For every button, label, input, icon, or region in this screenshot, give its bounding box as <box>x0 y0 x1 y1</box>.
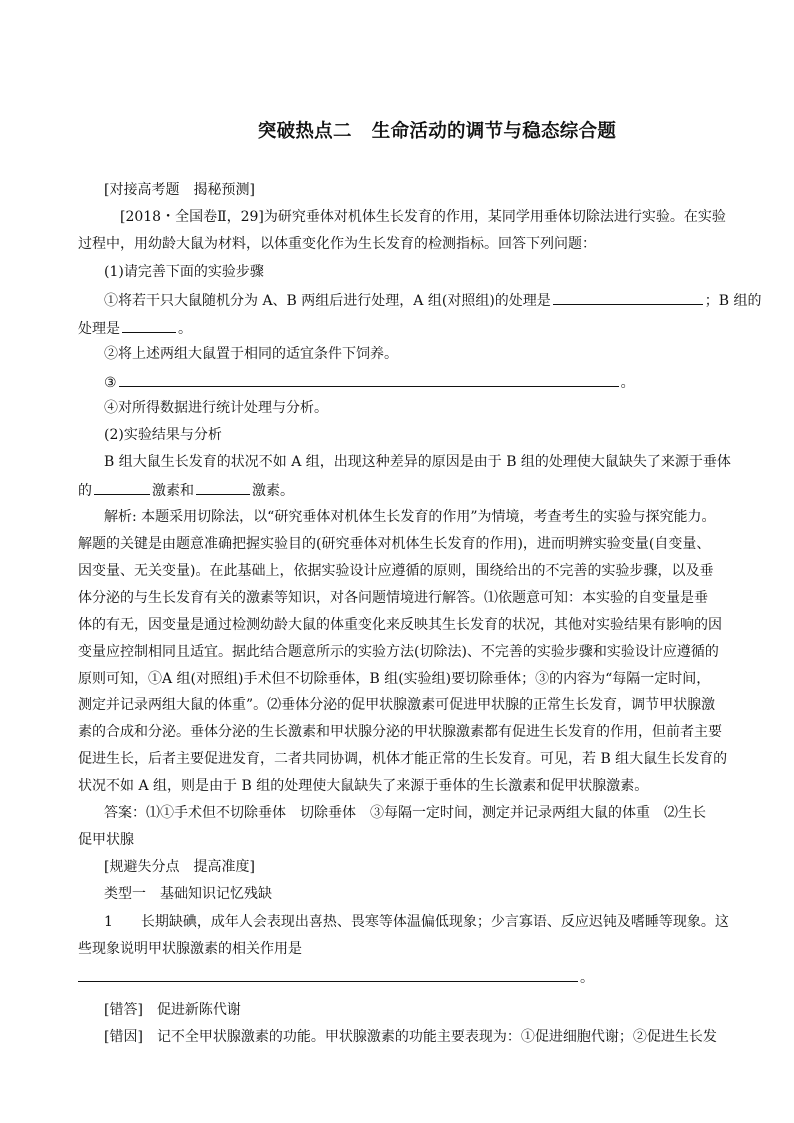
question-intro-line1: [2018・全国卷Ⅱ，29]为研究垂体对机体生长发育的作用，某同学用垂体切除法进行实验。在实验 <box>120 209 726 225</box>
answer-line2: 促甲状腺 <box>78 832 134 848</box>
wrong-answer-text: 促进新陈代谢 <box>156 1002 241 1018</box>
step1-tail: ；B 组的 <box>704 293 762 309</box>
page-title <box>0 117 794 143</box>
q1-line2: 些现象说明甲状腺激素的相关作用是 <box>78 941 302 957</box>
q1-line1: 1 长期缺碘，成年人会表现出喜热、畏寒等体温偏低现象；少言寡语、反应迟钝及嗜睡等现象。这 <box>104 914 729 930</box>
wrong-answer-tag: [错答] <box>104 1002 143 1018</box>
step1-line2 <box>78 318 192 338</box>
step2-line: ②将上述两组大鼠置于相同的适宜条件下饲养。 <box>104 346 398 362</box>
section-header-accuracy: [规避失分点 提高准度] <box>104 859 255 875</box>
step1-text: ①将若干只大鼠随机分为 A、B 两组后进行处理，A 组(对照组)的处理是 <box>104 293 551 309</box>
step3-period: 。 <box>620 375 635 391</box>
wrong-reason-tag: [错因] <box>104 1029 143 1045</box>
answer-blank-hormone1[interactable] <box>94 480 150 495</box>
step3-label: ③ <box>104 375 117 391</box>
answer-blank-step3[interactable] <box>119 372 619 387</box>
answer-blank-hormone2[interactable] <box>196 480 250 495</box>
result-suffix: 激素。 <box>252 483 294 499</box>
question-intro-line2: 过程中，用幼龄大鼠为材料，以体重变化作为生长发育的检测指标。回答下列问题： <box>78 236 596 252</box>
step1-period: 。 <box>178 321 192 337</box>
analysis-line: 解析: 本题采用切除法，以“研究垂体对机体生长发育的作用”为情境，考查考生的实验与探究能力。 <box>104 509 716 525</box>
answer-blank-b-group[interactable] <box>122 318 176 333</box>
result-line2 <box>78 480 294 500</box>
wrong-reason-line <box>104 1028 717 1046</box>
answer-blank-a-group[interactable] <box>553 290 703 305</box>
analysis-line: 体的有无，因变量是通过检测幼龄大鼠的体重变化来反映其生长发育的状况，其他对实验结果有影响的因 <box>78 617 722 633</box>
answer-line1: 答案：⑴①手术但不切除垂体 切除垂体 ③每隔一定时间，测定并记录两组大鼠的体重 ⑵生长 <box>104 805 706 821</box>
step4-line: ④对所得数据进行统计处理与分析。 <box>104 400 328 416</box>
analysis-line: 促进生长，后者主要促进发育，二者共同协调，机体才能正常的生长发育。可见，若 B 组大鼠生长发育的 <box>78 751 728 767</box>
result-line1: B 组大鼠生长发育的状况不如 A 组，出现这种差异的原因是由于 B 组的处理使大鼠缺失了来源于垂体 <box>104 454 731 470</box>
title-part2: 生命活动的调节与稳态综合题 <box>371 121 617 142</box>
part2-title: (2)实验结果与分析 <box>104 427 222 443</box>
q1-period: 。 <box>580 970 594 986</box>
analysis-line: 原则可知，①A 组(对照组)手术但不切除垂体，B 组(实验组)要切除垂体；③的内容为“每隔一定时间， <box>78 671 711 687</box>
analysis-line: 因变量、无关变量)。在此基础上，依据实验设计应遵循的原则，围绕给出的不完善的实验步骤，以及垂 <box>78 563 714 579</box>
result-mid: 激素和 <box>152 483 194 499</box>
analysis-line: 测定并记录两组大鼠的体重”。⑵垂体分泌的促甲状腺激素可促进甲状腺的正常生长发育，调节甲状腺激 <box>78 697 716 713</box>
step1-cont: 处理是 <box>78 321 120 337</box>
result-prefix: 的 <box>78 483 92 499</box>
analysis-line: 变量应控制相同且适宜。据此结合题意所示的实验方法(切除法)、不完善的实验步骤和实验设计应遵循的 <box>78 644 719 660</box>
part1-title: (1)请完善下面的实验步骤 <box>104 264 264 280</box>
section-header-prediction: [对接高考题 揭秘预测] <box>104 182 255 198</box>
step1-line <box>104 290 762 310</box>
step3-line <box>104 372 635 392</box>
title-part1: 突破热点二 <box>257 121 352 142</box>
q1-line3 <box>78 967 594 987</box>
answer-blank-q1[interactable] <box>78 967 578 982</box>
analysis-line: 解题的关键是由题意准确把握实验目的(研究垂体对机体生长发育的作用)，进而明辨实验变量(自变量、 <box>78 536 711 552</box>
type1-heading: 类型一 基础知识记忆残缺 <box>104 886 272 902</box>
analysis-line: 体分泌的与生长发育有关的激素等知识，对各问题情境进行解答。⑴依题意可知：本实验的自变量是垂 <box>78 590 708 606</box>
wrong-answer-line <box>104 1001 241 1019</box>
analysis-line: 素的合成和分泌。垂体分泌的生长激素和甲状腺分泌的甲状腺激素都有促进生长发育的作用，但前者主要 <box>78 724 722 740</box>
analysis-line: 状况不如 A 组，则是由于 B 组的处理使大鼠缺失了来源于垂体的生长激素和促甲状腺激素。 <box>78 778 649 794</box>
wrong-reason-text: 记不全甲状腺激素的功能。甲状腺激素的功能主要表现为：①促进细胞代谢；②促进生长发 <box>156 1029 717 1045</box>
